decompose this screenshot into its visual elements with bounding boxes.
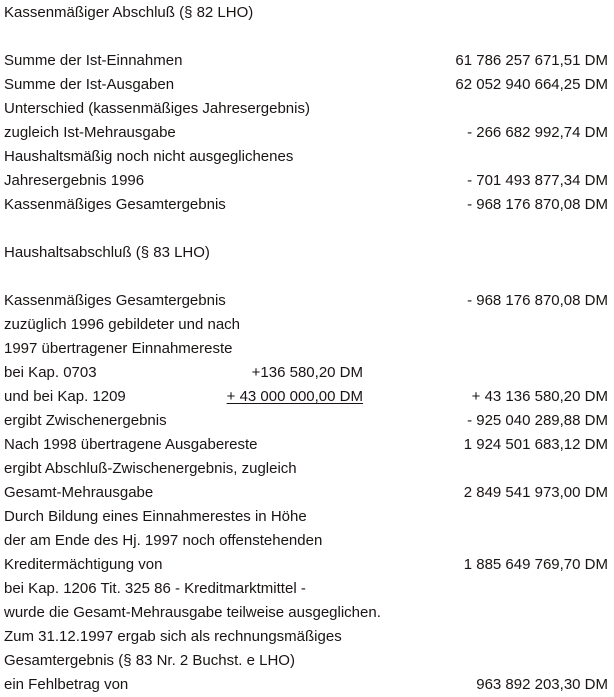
row-amount: - 925 040 289,88 DM — [467, 412, 608, 429]
row-amount: 2 849 541 973,00 DM — [463, 484, 608, 501]
row-kassenmaessiges-gesamtergebnis-2 — [4, 289, 608, 313]
row-label: Jahresergebnis 1996 — [4, 172, 145, 189]
row-kreditermaechtigung — [4, 553, 608, 577]
row-label: Kreditermächtigung von — [4, 556, 163, 573]
row-label: Gesamtergebnis (§ 83 Nr. 2 Buchst. e LHO) — [4, 652, 295, 669]
row-label: der am Ende des Hj. 1997 noch offenstehenden — [4, 532, 323, 549]
row-amount: 61 786 257 671,51 DM — [455, 52, 608, 69]
row-amount: - 968 176 870,08 DM — [467, 196, 608, 213]
row-einnahmereste — [4, 337, 608, 361]
row-label: ergibt Abschluß-Zwischenergebnis, zugleich — [4, 460, 297, 477]
row-ist-ausgaben — [4, 73, 608, 97]
row-label: ein Fehlbetrag von — [4, 676, 129, 693]
row-label: Kassenmäßiges Gesamtergebnis — [4, 196, 226, 213]
row-label: und bei Kap. 1209 — [4, 388, 126, 405]
row-amount: - 701 493 877,34 DM — [467, 172, 608, 189]
row-label: Kassenmäßiges Gesamtergebnis — [4, 292, 226, 309]
row-zuzueglich — [4, 313, 608, 337]
row-ist-einnahmen — [4, 49, 608, 73]
row-label: Haushaltsmäßig noch nicht ausgeglichenes — [4, 148, 294, 165]
row-gesamtergebnis-83 — [4, 649, 608, 673]
row-label: Summe der Ist-Ausgaben — [4, 76, 175, 93]
row-gesamt-mehrausgabe — [4, 481, 608, 505]
row-kap-0703 — [4, 361, 608, 385]
heading-text: Haushaltsabschluß (§ 83 LHO) — [4, 244, 210, 261]
row-haushaltsmaessig — [4, 145, 608, 169]
row-label: Unterschied (kassenmäßiges Jahresergebnis) — [4, 100, 310, 117]
row-kap-1209 — [4, 385, 608, 409]
row-label: zugleich Ist-Mehrausgabe — [4, 124, 176, 141]
row-amount: - 968 176 870,08 DM — [467, 292, 608, 309]
row-label: Gesamt-Mehrausgabe — [4, 484, 154, 501]
row-zwischenergebnis — [4, 409, 608, 433]
row-label: bei Kap. 0703 — [4, 364, 97, 381]
row-ende-hj-1997 — [4, 529, 608, 553]
row-sub-amount: +136 580,20 DM — [251, 364, 363, 381]
row-label: Summe der Ist-Einnahmen — [4, 52, 183, 69]
row-kassenmaessiges-gesamtergebnis — [4, 193, 608, 217]
row-amount: 963 892 203,30 DM — [476, 676, 608, 693]
row-amount: 1 885 649 769,70 DM — [463, 556, 608, 573]
row-amount: - 266 682 992,74 DM — [467, 124, 608, 141]
row-ausgabereste — [4, 433, 608, 457]
section-heading-haushaltsabschluss — [4, 241, 608, 265]
heading-text: Kassenmäßiger Abschluß (§ 82 LHO) — [4, 4, 254, 21]
row-label: Nach 1998 übertragene Ausgabereste — [4, 436, 258, 453]
row-label: Durch Bildung eines Einnahmerestes in Höhe — [4, 508, 307, 525]
row-label: wurde die Gesamt-Mehrausgabe teilweise ausgeglichen. — [4, 604, 381, 621]
row-teilweise-ausgeglichen — [4, 601, 608, 625]
row-kap-1206 — [4, 577, 608, 601]
row-label: zuzüglich 1996 gebildeter und nach — [4, 316, 241, 333]
row-abschluss-zwischenergebnis — [4, 457, 608, 481]
row-label: 1997 übertragener Einnahmereste — [4, 340, 233, 357]
row-amount: 62 052 940 664,25 DM — [455, 76, 608, 93]
row-label: bei Kap. 1206 Tit. 325 86 - Kreditmarktmittel - — [4, 580, 306, 597]
row-sub-amount-underlined: + 43 000 000,00 DM — [226, 388, 363, 405]
row-amount: 1 924 501 683,12 DM — [463, 436, 608, 453]
section-heading-kassenmaessiger-abschluss — [4, 1, 608, 25]
row-label: ergibt Zwischenergebnis — [4, 412, 167, 429]
row-fehlbetrag — [4, 673, 608, 697]
row-ist-mehrausgabe — [4, 121, 608, 145]
row-unterschied — [4, 97, 608, 121]
row-bildung-einnahmerest — [4, 505, 608, 529]
row-amount: + 43 136 580,20 DM — [471, 388, 608, 405]
row-zum-31-12-1997 — [4, 625, 608, 649]
row-label: Zum 31.12.1997 ergab sich als rechnungsmäßiges — [4, 628, 342, 645]
row-jahresergebnis-1996 — [4, 169, 608, 193]
